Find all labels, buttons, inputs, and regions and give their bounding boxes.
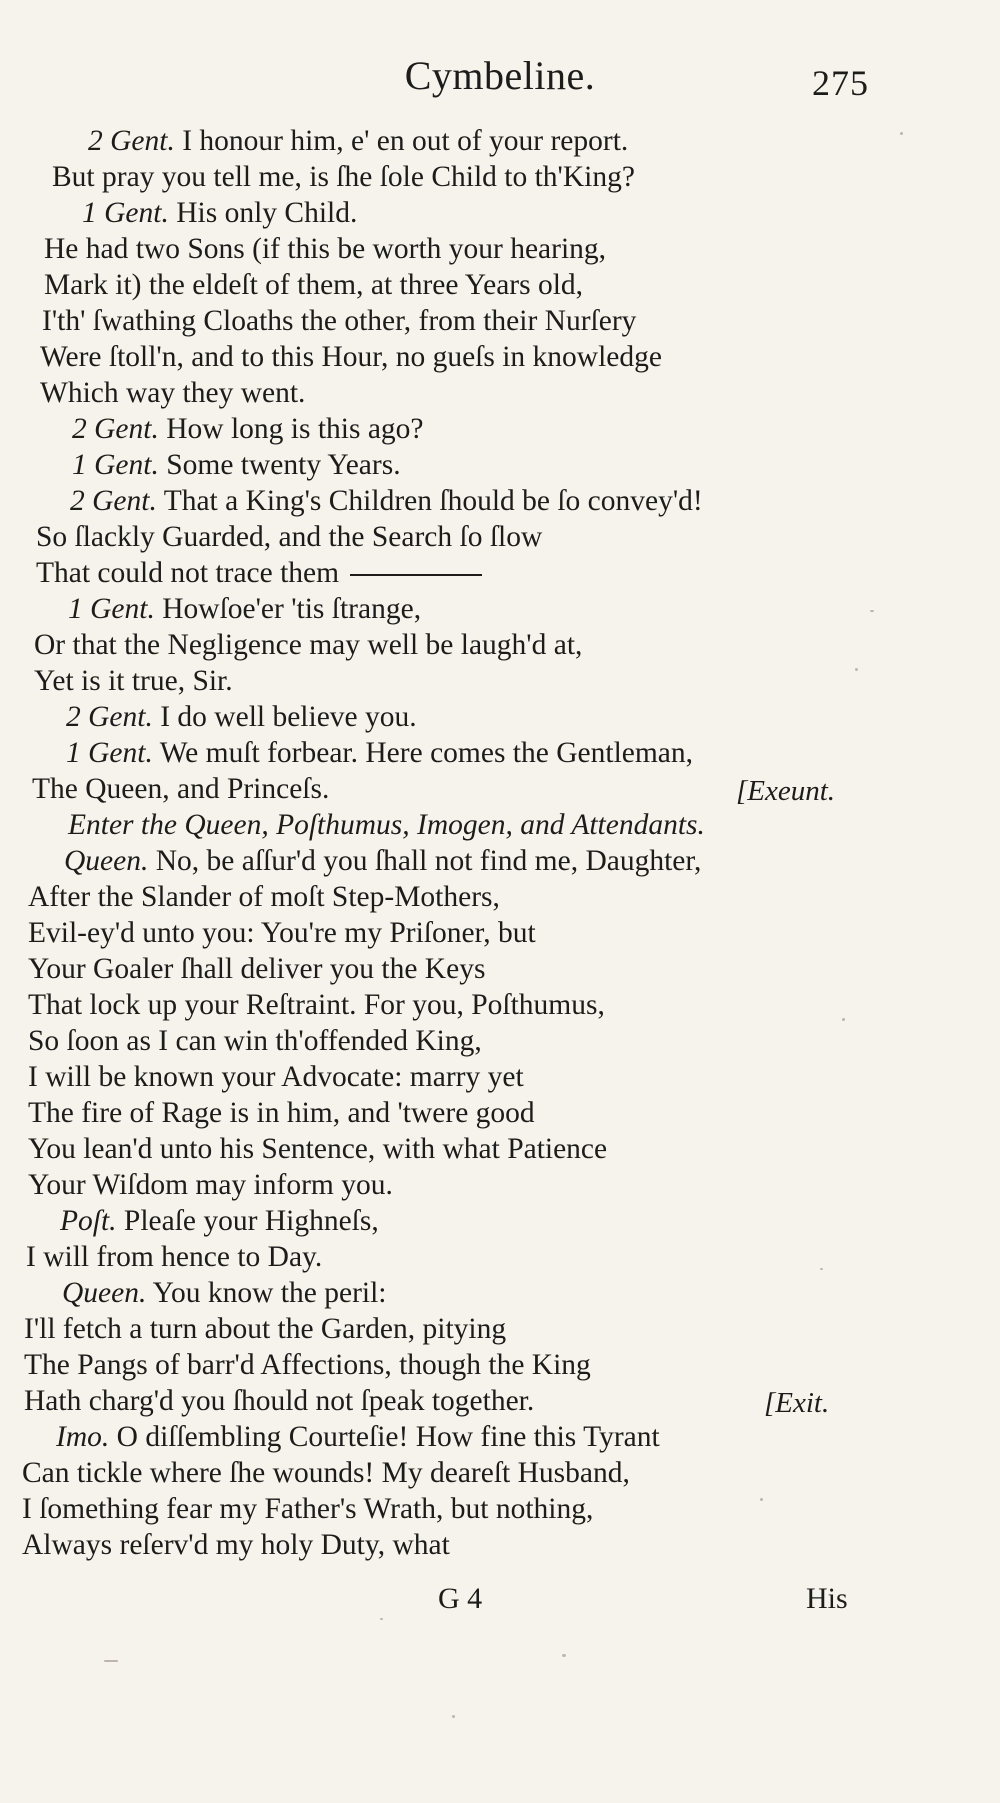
line-text: After the Slander of moſt Step-Mothers, bbox=[28, 881, 500, 913]
text-line-8 bbox=[40, 379, 305, 409]
running-title: Cymbeline. bbox=[404, 53, 596, 98]
text-line-39 bbox=[22, 1495, 593, 1525]
line-text: No, be aſſur'd you ſhall not find me, Daughter, bbox=[155, 845, 702, 877]
line-text: Pleaſe your Highneſs, bbox=[123, 1205, 379, 1237]
speaker-label: 2 Gent. bbox=[70, 485, 157, 517]
text-line-21 bbox=[64, 847, 701, 877]
text-line-40 bbox=[22, 1531, 450, 1561]
line-text: But pray you tell me, is ſhe ſole Child to th'King? bbox=[52, 161, 635, 193]
speaker-label: 2 Gent. bbox=[88, 125, 175, 157]
line-text: I do well believe you. bbox=[160, 701, 417, 733]
text-line-4 bbox=[44, 235, 606, 265]
text-line-25 bbox=[28, 991, 605, 1021]
line-text: Yet is it true, Sir. bbox=[34, 665, 233, 697]
text-line-17 bbox=[66, 703, 417, 733]
line-text: That a King's Children ſhould be ſo convey'd! bbox=[163, 485, 703, 517]
text-line-15 bbox=[34, 631, 582, 661]
speaker-label: 1 Gent. bbox=[68, 593, 155, 625]
text-line-22 bbox=[28, 883, 500, 913]
text-line-3 bbox=[82, 199, 357, 229]
text-line-9 bbox=[72, 415, 424, 445]
line-text: Or that the Negligence may well be laugh'd at, bbox=[34, 629, 583, 661]
text-line-29 bbox=[28, 1135, 607, 1165]
line-text: You know the peril: bbox=[152, 1277, 387, 1309]
line-text: The Pangs of barr'd Affections, though the King bbox=[24, 1349, 591, 1381]
speaker-label: 1 Gent. bbox=[66, 737, 153, 769]
line-text: We muſt forbear. Here comes the Gentleman, bbox=[159, 737, 694, 769]
line-text: He had two Sons (if this be worth your hearing, bbox=[44, 233, 607, 265]
text-line-2 bbox=[52, 163, 635, 193]
text-line-19 bbox=[32, 775, 329, 805]
text-line-16 bbox=[34, 667, 233, 697]
text-line-37 bbox=[56, 1423, 660, 1453]
text-line-12 bbox=[36, 523, 542, 553]
speaker-label: 1 Gent. bbox=[72, 449, 159, 481]
line-text: Evil-ey'd unto you: You're my Priſoner, but bbox=[28, 917, 536, 949]
line-text: So ſoon as I can win th'offended King, bbox=[28, 1025, 482, 1057]
line-text: Were ſtoll'n, and to this Hour, no gueſs in knowledge bbox=[40, 341, 662, 373]
text-line-14 bbox=[68, 595, 421, 625]
text-line-7 bbox=[40, 343, 662, 373]
text-line-5 bbox=[44, 271, 583, 301]
text-line-18 bbox=[66, 739, 693, 769]
line-text: That lock up your Reſtraint. For you, Poſthumus, bbox=[28, 989, 605, 1021]
text-line-1 bbox=[88, 127, 628, 157]
line-text: The fire of Rage is in him, and 'twere good bbox=[28, 1097, 535, 1129]
line-text: O diſſembling Courteſie! How fine this Tyrant bbox=[116, 1421, 660, 1453]
text-line-6 bbox=[42, 307, 636, 337]
text-line-34 bbox=[24, 1315, 506, 1345]
text-line-33 bbox=[62, 1279, 386, 1309]
catchword: His bbox=[806, 1582, 848, 1615]
text-line-26 bbox=[28, 1027, 482, 1057]
line-text: Which way they went. bbox=[40, 377, 306, 409]
line-text: How long is this ago? bbox=[166, 413, 424, 445]
line-text: Enter the Queen, Poſthumus, Imogen, and Attendants. bbox=[68, 809, 705, 841]
text-line-11 bbox=[70, 487, 703, 517]
line-text: Always reſerv'd my holy Duty, what bbox=[22, 1529, 450, 1561]
line-text: That could not trace them bbox=[36, 557, 340, 589]
line-text: Your Wiſdom may inform you. bbox=[28, 1169, 393, 1201]
line-text: Mark it) the eldeſt of them, at three Years old, bbox=[44, 269, 584, 301]
text-line-32 bbox=[26, 1243, 322, 1273]
text-line-31 bbox=[60, 1207, 379, 1237]
text-line-13 bbox=[36, 559, 482, 589]
speaker-label: Poſt. bbox=[60, 1205, 117, 1237]
line-text: So ſlackly Guarded, and the Search ſo ſlow bbox=[36, 521, 543, 553]
line-text: Your Goaler ſhall deliver you the Keys bbox=[28, 953, 486, 985]
text-line-35 bbox=[24, 1351, 591, 1381]
line-text: His only Child. bbox=[176, 197, 358, 229]
line-text: I'll fetch a turn about the Garden, pitying bbox=[24, 1313, 507, 1345]
line-text: I will from hence to Day. bbox=[26, 1241, 323, 1273]
text-line-23 bbox=[28, 919, 536, 949]
speaker-label: Queen. bbox=[62, 1277, 147, 1309]
line-text: You lean'd unto his Sentence, with what Patience bbox=[28, 1133, 608, 1165]
speaker-label: Queen. bbox=[64, 845, 149, 877]
text-line-27 bbox=[28, 1063, 524, 1093]
speaker-label: 2 Gent. bbox=[66, 701, 153, 733]
text-line-30 bbox=[28, 1171, 393, 1201]
line-text: Some twenty Years. bbox=[166, 449, 401, 481]
page-number: 275 bbox=[812, 63, 869, 103]
line-text: Hath charg'd you ſhould not ſpeak together. bbox=[24, 1385, 535, 1417]
line-text: The Queen, and Princeſs. bbox=[32, 773, 330, 805]
text-line-36 bbox=[24, 1387, 534, 1417]
stage-direction-exit: [Exit. bbox=[764, 1387, 830, 1419]
line-text: I'th' ſwathing Cloaths the other, from their Nurſery bbox=[42, 305, 637, 337]
speaker-label: Imo. bbox=[56, 1421, 110, 1453]
stage-direction-enter bbox=[68, 811, 705, 841]
text-line-10 bbox=[72, 451, 401, 481]
stage-direction-exeunt: [Exeunt. bbox=[736, 775, 836, 807]
line-text: Howſoe'er 'tis ſtrange, bbox=[162, 593, 422, 625]
line-text: Can tickle where ſhe wounds! My deareſt Husband, bbox=[22, 1457, 630, 1489]
line-text: I ſomething fear my Father's Wrath, but nothing, bbox=[22, 1493, 594, 1525]
line-text: I will be known your Advocate: marry yet bbox=[28, 1061, 524, 1093]
signature-mark: G 4 bbox=[438, 1582, 483, 1615]
text-line-28 bbox=[28, 1099, 535, 1129]
em-dash-rule bbox=[350, 574, 482, 576]
text-line-38 bbox=[22, 1459, 630, 1489]
speaker-label: 1 Gent. bbox=[82, 197, 169, 229]
speaker-label: 2 Gent. bbox=[72, 413, 159, 445]
line-text: I honour him, e' en out of your report. bbox=[182, 125, 629, 157]
text-line-24 bbox=[28, 955, 485, 985]
